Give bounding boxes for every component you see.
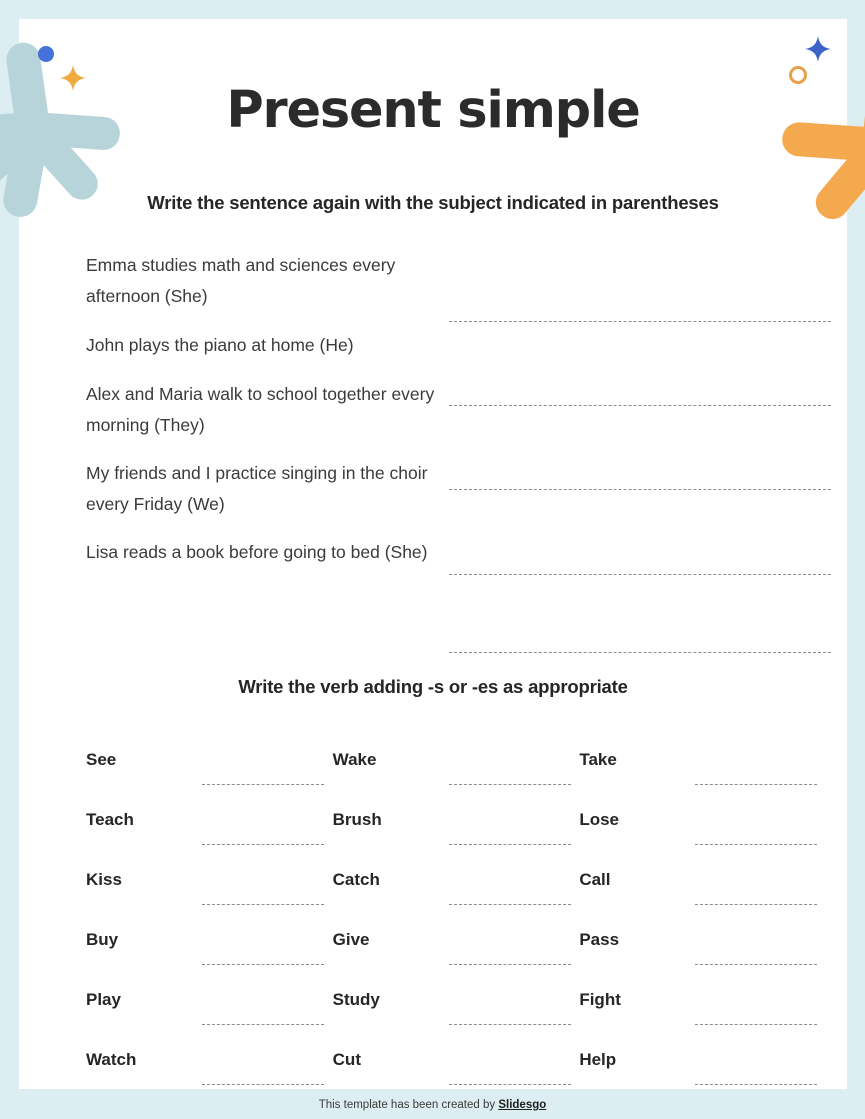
verb-label: Take: [579, 750, 617, 769]
verb-row: [579, 1042, 826, 1089]
list-item: My friends and I practice singing in the choir every Friday (We): [86, 463, 428, 514]
verb-row: [86, 922, 333, 982]
verb-row: [86, 862, 333, 922]
section-1-heading: Write the sentence again with the subject indicated in parentheses: [147, 192, 719, 213]
verb-answer-line[interactable]: [202, 904, 324, 905]
verb-row: [579, 922, 826, 982]
verb-grid: [86, 742, 826, 1089]
verb-row: [579, 862, 826, 922]
verb-row: [333, 802, 580, 862]
list-item: Emma studies math and sciences every afternoon (She): [86, 255, 396, 306]
verb-label: Play: [86, 990, 121, 1009]
verb-answer-line[interactable]: [202, 964, 324, 965]
verb-row: [579, 742, 826, 802]
verb-row: [333, 982, 580, 1042]
verb-answer-line[interactable]: [449, 964, 571, 965]
verb-row: [86, 1042, 333, 1089]
verb-label: Kiss: [86, 870, 122, 889]
section-2-heading: Write the verb adding -s or -es as appropriate: [238, 676, 628, 697]
verb-answer-line[interactable]: [449, 1024, 571, 1025]
footer-text: This template has been created by: [318, 1099, 499, 1111]
verb-answer-line[interactable]: [695, 964, 817, 965]
verb-column-3: [579, 742, 826, 1089]
verb-answer-line[interactable]: [449, 1084, 571, 1085]
verb-row: [333, 1042, 580, 1089]
verb-label: Lose: [579, 810, 620, 829]
verb-row: [86, 982, 333, 1042]
verb-row: [86, 742, 333, 802]
verb-answer-line[interactable]: [695, 1084, 817, 1085]
verb-row: [333, 742, 580, 802]
verb-answer-line[interactable]: [449, 844, 571, 845]
verb-label: See: [86, 750, 117, 769]
list-item: Lisa reads a book before going to bed (She): [86, 542, 428, 562]
verb-label: Cut: [332, 1050, 361, 1069]
verb-answer-line[interactable]: [449, 784, 571, 785]
answer-slot[interactable]: [449, 490, 831, 575]
verb-row: [333, 862, 580, 922]
worksheet-card: [19, 19, 847, 1089]
verb-label: Watch: [86, 1050, 137, 1069]
sentence-list: [86, 250, 456, 585]
verb-answer-line[interactable]: [695, 844, 817, 845]
verb-label: Teach: [86, 810, 134, 829]
verb-answer-line[interactable]: [695, 784, 817, 785]
answer-slot[interactable]: [449, 575, 831, 653]
list-item: Alex and Maria walk to school together every morning (They): [86, 384, 435, 435]
footer-credit: [0, 1099, 865, 1111]
page-title: Present simple: [226, 81, 640, 140]
answer-slot[interactable]: [449, 322, 831, 406]
verb-answer-line[interactable]: [202, 1024, 324, 1025]
verb-row: [86, 802, 333, 862]
verb-label: Help: [579, 1050, 617, 1069]
verb-answer-line[interactable]: [695, 904, 817, 905]
verb-label: Pass: [579, 930, 620, 949]
verb-label: Fight: [579, 990, 621, 1009]
answer-slot[interactable]: [449, 250, 831, 322]
verb-answer-line[interactable]: [202, 1084, 324, 1085]
verb-row: [333, 922, 580, 982]
verb-row: [579, 802, 826, 862]
verb-label: Wake: [332, 750, 377, 769]
answer-slot[interactable]: [449, 406, 831, 490]
verb-answer-line[interactable]: [202, 784, 324, 785]
list-item: John plays the piano at home (He): [86, 335, 354, 355]
verb-label: Give: [332, 930, 370, 949]
verb-column-1: [86, 742, 333, 1089]
answer-line-list: [449, 250, 831, 653]
verb-answer-line[interactable]: [202, 844, 324, 845]
verb-answer-line[interactable]: [695, 1024, 817, 1025]
verb-column-2: [333, 742, 580, 1089]
verb-label: Study: [332, 990, 380, 1009]
slidesgo-link[interactable]: Slidesgo: [498, 1099, 547, 1111]
verb-label: Catch: [332, 870, 380, 889]
verb-row: [579, 982, 826, 1042]
verb-label: Call: [579, 870, 611, 889]
verb-label: Buy: [86, 930, 119, 949]
verb-label: Brush: [332, 810, 382, 829]
verb-answer-line[interactable]: [449, 904, 571, 905]
answer-line[interactable]: [449, 652, 831, 653]
